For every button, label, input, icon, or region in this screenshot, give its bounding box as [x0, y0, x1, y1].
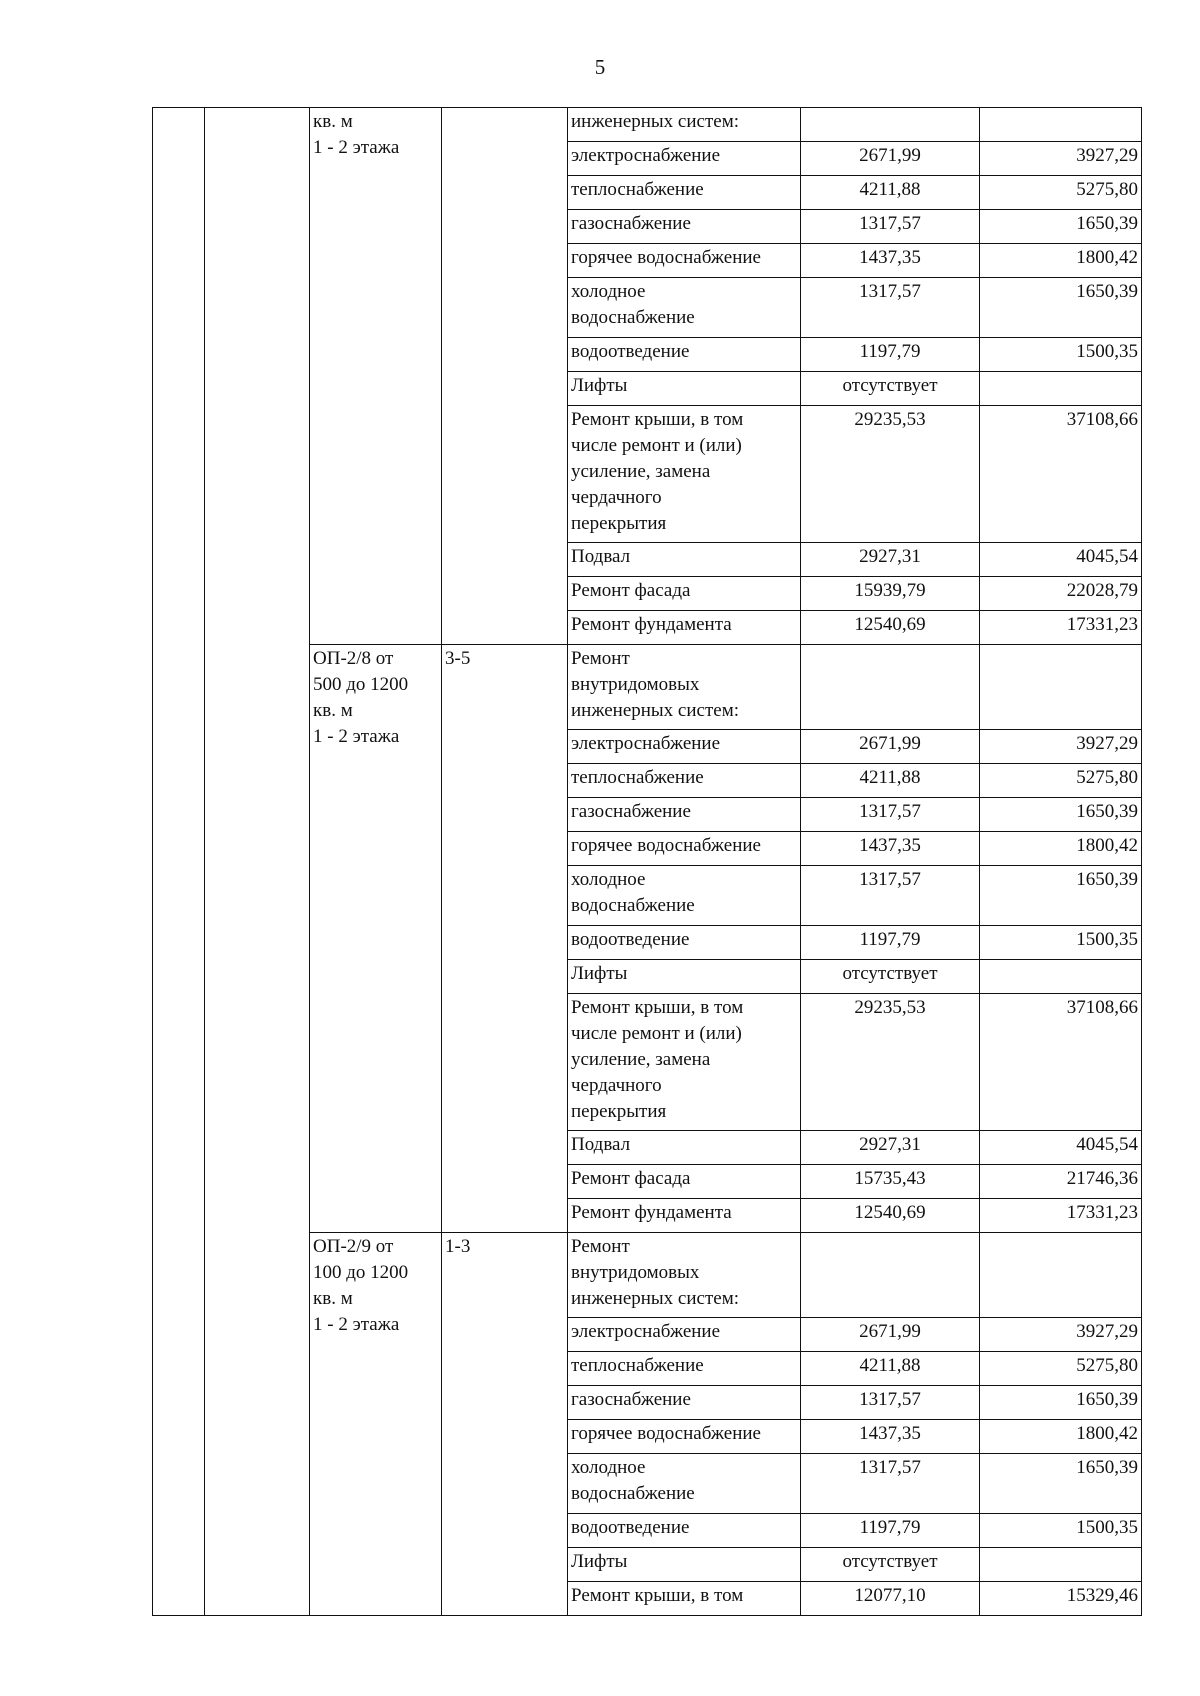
max-cost-cell	[980, 1233, 1142, 1318]
min-cost-cell: отсутствует	[801, 1548, 980, 1582]
object-type-cell: кв. м 1 - 2 этажа	[310, 108, 442, 645]
max-cost-cell	[980, 372, 1142, 406]
floors-cell: 1-3	[442, 1233, 568, 1616]
max-cost-cell: 1650,39	[980, 866, 1142, 926]
min-cost-cell: 4211,88	[801, 176, 980, 210]
work-description-cell: водоотведение	[568, 926, 801, 960]
work-description-cell: Ремонт фасада	[568, 1165, 801, 1199]
cost-table	[152, 107, 1142, 1616]
max-cost-cell: 5275,80	[980, 764, 1142, 798]
max-cost-cell: 1500,35	[980, 338, 1142, 372]
min-cost-cell: 4211,88	[801, 764, 980, 798]
work-description-cell: Ремонт крыши, в том числе ремонт и (или) усиление, замена чердачного перекрытия	[568, 994, 801, 1131]
work-description-cell: Ремонт внутридомовых инженерных систем:	[568, 1233, 801, 1318]
max-cost-cell: 37108,66	[980, 994, 1142, 1131]
work-description-cell: холодное водоснабжение	[568, 278, 801, 338]
max-cost-cell	[980, 108, 1142, 142]
work-description-cell: Лифты	[568, 960, 801, 994]
max-cost-cell: 1500,35	[980, 926, 1142, 960]
category-column-cell	[205, 108, 310, 1616]
min-cost-cell: 1317,57	[801, 1386, 980, 1420]
max-cost-cell: 1800,42	[980, 832, 1142, 866]
work-description-cell: теплоснабжение	[568, 176, 801, 210]
max-cost-cell: 1650,39	[980, 278, 1142, 338]
work-description-cell: газоснабжение	[568, 798, 801, 832]
work-description-cell: электроснабжение	[568, 142, 801, 176]
max-cost-cell	[980, 645, 1142, 730]
table-row	[153, 108, 1142, 142]
max-cost-cell: 37108,66	[980, 406, 1142, 543]
min-cost-cell: 1317,57	[801, 798, 980, 832]
min-cost-cell: отсутствует	[801, 960, 980, 994]
min-cost-cell: 2671,99	[801, 1318, 980, 1352]
min-cost-cell: 1317,57	[801, 866, 980, 926]
max-cost-cell: 1800,42	[980, 1420, 1142, 1454]
work-description-cell: инженерных систем:	[568, 108, 801, 142]
work-description-cell: Ремонт фундамента	[568, 1199, 801, 1233]
max-cost-cell: 17331,23	[980, 611, 1142, 645]
table-body	[153, 108, 1142, 1616]
max-cost-cell: 3927,29	[980, 730, 1142, 764]
max-cost-cell: 5275,80	[980, 1352, 1142, 1386]
min-cost-cell: 12540,69	[801, 1199, 980, 1233]
max-cost-cell: 1800,42	[980, 244, 1142, 278]
max-cost-cell: 1650,39	[980, 1454, 1142, 1514]
min-cost-cell: 2671,99	[801, 142, 980, 176]
min-cost-cell: 2671,99	[801, 730, 980, 764]
max-cost-cell: 15329,46	[980, 1582, 1142, 1616]
max-cost-cell: 21746,36	[980, 1165, 1142, 1199]
max-cost-cell: 1650,39	[980, 1386, 1142, 1420]
work-description-cell: теплоснабжение	[568, 1352, 801, 1386]
min-cost-cell: 1317,57	[801, 1454, 980, 1514]
work-description-cell: Ремонт крыши, в том	[568, 1582, 801, 1616]
min-cost-cell: 1197,79	[801, 1514, 980, 1548]
work-description-cell: Ремонт фасада	[568, 577, 801, 611]
floors-cell: 3-5	[442, 645, 568, 1233]
min-cost-cell: 29235,53	[801, 406, 980, 543]
object-type-cell: ОП-2/8 от 500 до 1200 кв. м 1 - 2 этажа	[310, 645, 442, 1233]
work-description-cell: Ремонт фундамента	[568, 611, 801, 645]
max-cost-cell: 3927,29	[980, 142, 1142, 176]
max-cost-cell	[980, 1548, 1142, 1582]
work-description-cell: электроснабжение	[568, 1318, 801, 1352]
work-description-cell: теплоснабжение	[568, 764, 801, 798]
work-description-cell: Лифты	[568, 1548, 801, 1582]
max-cost-cell: 5275,80	[980, 176, 1142, 210]
min-cost-cell: 4211,88	[801, 1352, 980, 1386]
work-description-cell: газоснабжение	[568, 210, 801, 244]
max-cost-cell: 1650,39	[980, 210, 1142, 244]
floors-cell	[442, 108, 568, 645]
work-description-cell: горячее водоснабжение	[568, 1420, 801, 1454]
max-cost-cell: 22028,79	[980, 577, 1142, 611]
min-cost-cell: 2927,31	[801, 1131, 980, 1165]
min-cost-cell: 1197,79	[801, 338, 980, 372]
min-cost-cell	[801, 645, 980, 730]
min-cost-cell: 15735,43	[801, 1165, 980, 1199]
work-description-cell: горячее водоснабжение	[568, 832, 801, 866]
work-description-cell: Подвал	[568, 1131, 801, 1165]
work-description-cell: водоотведение	[568, 338, 801, 372]
min-cost-cell: 1437,35	[801, 832, 980, 866]
max-cost-cell: 4045,54	[980, 1131, 1142, 1165]
work-description-cell: Лифты	[568, 372, 801, 406]
min-cost-cell: 12540,69	[801, 611, 980, 645]
max-cost-cell: 3927,29	[980, 1318, 1142, 1352]
min-cost-cell	[801, 108, 980, 142]
work-description-cell: горячее водоснабжение	[568, 244, 801, 278]
max-cost-cell: 17331,23	[980, 1199, 1142, 1233]
work-description-cell: Подвал	[568, 543, 801, 577]
max-cost-cell: 1650,39	[980, 798, 1142, 832]
min-cost-cell: 1437,35	[801, 1420, 980, 1454]
work-description-cell: газоснабжение	[568, 1386, 801, 1420]
min-cost-cell: 2927,31	[801, 543, 980, 577]
min-cost-cell: 29235,53	[801, 994, 980, 1131]
object-type-cell: ОП-2/9 от 100 до 1200 кв. м 1 - 2 этажа	[310, 1233, 442, 1616]
page-number: 5	[594, 55, 606, 79]
min-cost-cell: 1197,79	[801, 926, 980, 960]
work-description-cell: холодное водоснабжение	[568, 1454, 801, 1514]
min-cost-cell: 1317,57	[801, 210, 980, 244]
max-cost-cell: 1500,35	[980, 1514, 1142, 1548]
min-cost-cell: 1437,35	[801, 244, 980, 278]
min-cost-cell: отсутствует	[801, 372, 980, 406]
min-cost-cell	[801, 1233, 980, 1318]
work-description-cell: Ремонт внутридомовых инженерных систем:	[568, 645, 801, 730]
min-cost-cell: 15939,79	[801, 577, 980, 611]
work-description-cell: холодное водоснабжение	[568, 866, 801, 926]
work-description-cell: водоотведение	[568, 1514, 801, 1548]
work-description-cell: Ремонт крыши, в том числе ремонт и (или) усиление, замена чердачного перекрытия	[568, 406, 801, 543]
max-cost-cell	[980, 960, 1142, 994]
min-cost-cell: 12077,10	[801, 1582, 980, 1616]
max-cost-cell: 4045,54	[980, 543, 1142, 577]
work-description-cell: электроснабжение	[568, 730, 801, 764]
min-cost-cell: 1317,57	[801, 278, 980, 338]
number-column-cell	[153, 108, 205, 1616]
